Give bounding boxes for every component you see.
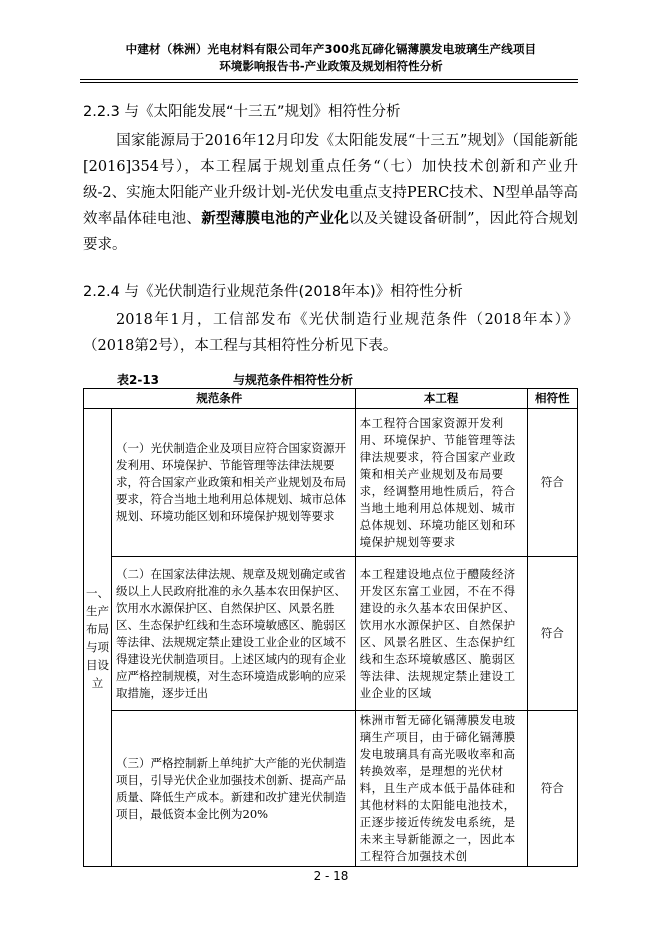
condition-cell: （一）光伏制造企业及项目应符合国家资源开发利用、环境保护、节能管理等法律法规要求，符合国家产业政策和相关产业规划及布局要求，符合当地土地利用总体规划、城市总体规划、环境功能区划和环境保护规划等要求 — [112, 409, 356, 557]
para-text-end: 以及关键设备研制”，因此符合规划要求。 — [83, 211, 578, 253]
header-rule-thin — [80, 82, 578, 83]
page-number: 2 - 18 — [313, 869, 349, 883]
section-2-2-4-paragraph — [83, 307, 578, 359]
project-cell: 株洲市暂无碲化镉薄膜发电玻璃生产项目，由于碲化镉薄膜发电玻璃具有高光吸收率和高转换效率，是理想的光伏材料，且生产成本低于晶体硅和其他材料的太阳能电池技术，正逐步接近传统发电系统，是未来主导新能源之一，因此本工程符合加强技术创 — [355, 711, 527, 867]
table-row — [84, 711, 578, 867]
document-header-subtitle: 环境影响报告书-产业政策及规划相符性分析 — [219, 59, 443, 73]
category-cell: 一、生产布局与项目设立 — [84, 409, 112, 867]
para-text-start: 国家能源局于2016年12月印发《太阳能发展“十三五”规划》（国能新能[2016]354号），本工程属于规划重点任务“（七）加快技术创新和产业升级-2、实施太阳能产业升级计划-光伏发电重点支持PERC技术、N型单晶等高效率晶体硅电池、 — [83, 133, 578, 227]
header-project: 本工程 — [355, 389, 527, 409]
header-compliance: 相符性 — [527, 389, 577, 409]
compliance-cell: 符合 — [527, 409, 577, 557]
condition-cell: （二）在国家法律法规、规章及规划确定或省级以上人民政府批准的永久基本农田保护区、饮用水水源保护区、自然保护区、风景名胜区、生态保护红线和生态环境敏感区、脆弱区等法律、法规规定禁止建设工业企业的区域不得建设光伏制造项目。上述区域内的现有企业应严格控制规模，对生态环境造成影响的应采取措施，逐步迁出 — [112, 557, 356, 711]
section-heading-2-2-4: 2.2.4 与《光伏制造行业规范条件(2018年本)》相符性分析 — [83, 284, 463, 300]
section-heading-2-2-3: 2.2.3 与《太阳能发展“十三五”规划》相符性分析 — [83, 104, 401, 120]
header-rule — [80, 79, 578, 80]
document-header-title: 中建材（株洲）光电材料有限公司年产300兆瓦碲化镉薄膜发电玻璃生产线项目 — [125, 42, 537, 56]
header-condition: 规范条件 — [84, 389, 356, 409]
table-row — [84, 409, 578, 557]
condition-cell: （三）严格控制新上单纯扩大产能的光伏制造项目，引导光伏企业加强技术创新、提高产品质量、降低生产成本。新建和改扩建光伏制造项目，最低资本金比例为20% — [112, 711, 356, 867]
table-title: 与规范条件相符性分析 — [233, 373, 354, 387]
compliance-cell: 符合 — [527, 557, 577, 711]
table-number: 表2-13 — [117, 373, 160, 387]
para-text-bold: 新型薄膜电池的产业化 — [201, 210, 349, 227]
project-cell: 本工程符合国家资源开发利用、环境保护、节能管理等法律法规要求，符合国家产业政策和相关产业规划及布局要求，经调整用地性质后，符合当地土地利用总体规划、城市总体规划、环境功能区划和环境保护规划等要求 — [355, 409, 527, 557]
section-2-2-3-paragraph — [83, 128, 578, 258]
compliance-cell: 符合 — [527, 711, 577, 867]
table-header-row — [84, 389, 578, 409]
table-row — [84, 557, 578, 711]
para-text: 2018年1月，工信部发布《光伏制造行业规范条件（2018年本）》（2018第2号），本工程与其相符性分析见下表。 — [83, 312, 578, 354]
compliance-table — [83, 388, 578, 867]
project-cell: 本工程建设地点位于醴陵经济开发区东富工业园，不在不得建设的永久基本农田保护区、饮用水水源保护区、自然保护区、风景名胜区、生态保护红线和生态环境敏感区、脆弱区等法律、法规规定禁止建设工业企业的区域 — [355, 557, 527, 711]
